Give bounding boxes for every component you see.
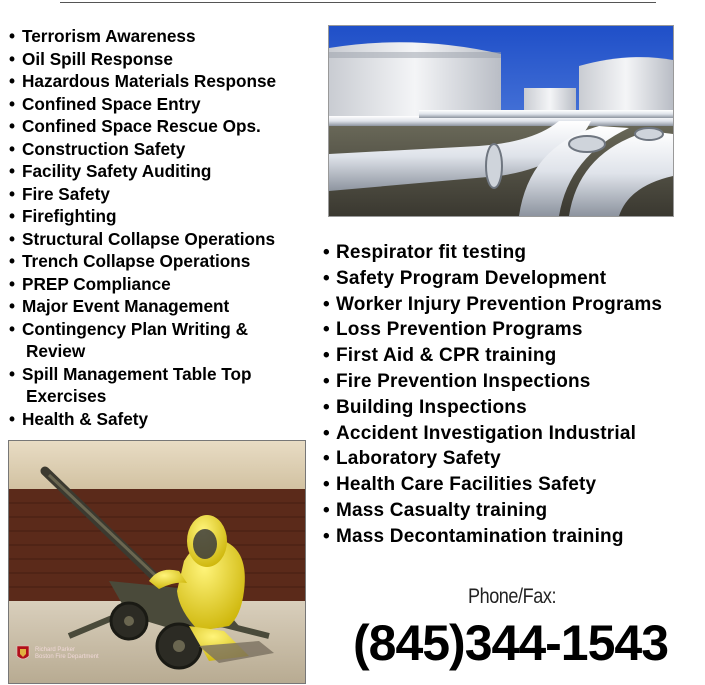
- phone-number[interactable]: (845)344-1543: [352, 615, 669, 671]
- list-item: • Mass Casualty training: [322, 498, 702, 524]
- list-item: • Facility Safety Auditing: [8, 160, 308, 183]
- list-item: • Mass Decontamination training: [322, 524, 702, 550]
- list-item: • Structural Collapse Operations: [8, 228, 308, 251]
- list-item: • Firefighting: [8, 205, 308, 228]
- list-item: • Oil Spill Response: [8, 48, 308, 71]
- list-item: • Loss Prevention Programs: [322, 317, 702, 343]
- list-item: • Building Inspections: [322, 395, 702, 421]
- list-item: • PREP Compliance: [8, 273, 308, 296]
- list-item: • Construction Safety: [8, 138, 308, 161]
- list-item: • Worker Injury Prevention Programs: [322, 292, 702, 318]
- list-item: • Contingency Plan Writing & Review: [8, 318, 308, 363]
- list-item: • Health Care Facilities Safety: [322, 472, 702, 498]
- list-item: • Laboratory Safety: [322, 446, 702, 472]
- top-divider: [60, 2, 656, 3]
- photo-credit-name: Richard Parker: [35, 647, 76, 653]
- list-item: • Spill Management Table Top Exercises: [8, 363, 308, 408]
- list-item: • Respirator fit testing: [322, 240, 702, 266]
- list-item: • Trench Collapse Operations: [8, 250, 308, 273]
- list-item: • Terrorism Awareness: [8, 25, 308, 48]
- list-item-continuation: Review: [26, 341, 86, 361]
- left-service-list: [8, 25, 308, 430]
- list-item: • Fire Prevention Inspections: [322, 369, 702, 395]
- oil-tanks-photo: [328, 25, 674, 217]
- list-item: • Safety Program Development: [322, 266, 702, 292]
- list-item: • Fire Safety: [8, 183, 308, 206]
- list-item-continuation: Exercises: [26, 386, 107, 406]
- list-item: • Confined Space Rescue Ops.: [8, 115, 308, 138]
- oil-tanks-illustration: [329, 26, 673, 216]
- fire-department-badge-icon: [16, 645, 30, 662]
- list-item: • Confined Space Entry: [8, 93, 308, 116]
- list-item: • Health & Safety: [8, 408, 308, 431]
- list-item: • Major Event Management: [8, 295, 308, 318]
- right-service-list: [322, 240, 702, 550]
- list-item: • Hazardous Materials Response: [8, 70, 308, 93]
- list-item: • Accident Investigation Industrial: [322, 421, 702, 447]
- photo-credit-org: Boston Fire Department: [35, 654, 99, 660]
- list-item: • First Aid & CPR training: [322, 343, 702, 369]
- phone-fax-label: Phone/Fax:: [467, 585, 557, 608]
- photo-credit: [35, 647, 99, 661]
